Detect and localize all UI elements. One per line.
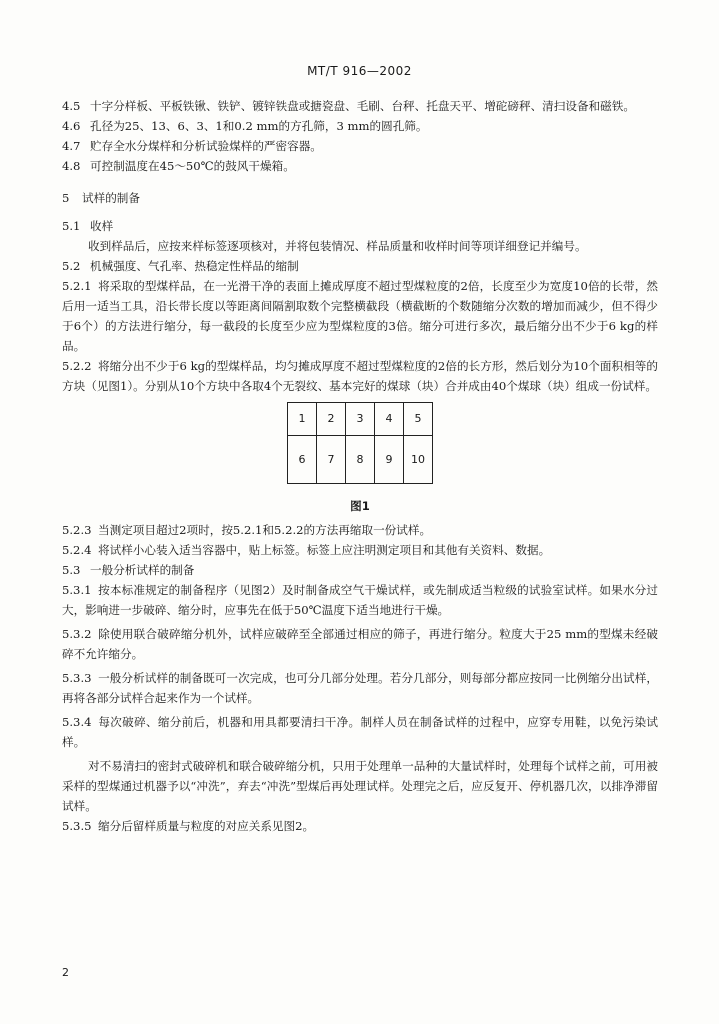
clause-5-2-3 [62,520,658,540]
clause-5-1-heading [62,216,658,236]
grid-cell: 7 [317,436,346,484]
clause-number: 4.5 [62,99,81,113]
clause-number: 4.7 [62,139,81,153]
clause-text: 当测定项目超过2项时，按5.2.1和5.2.2的方法再缩取一份试样。 [98,523,432,537]
page-number: 2 [62,966,69,979]
clause-title: 机械强度、气孔率、热稳定性样品的缩制 [90,259,299,273]
grid-cell: 3 [346,403,375,436]
clause-text: 按本标准规定的制备程序（见图2）及时制备成空气干燥试样，或先制成适当粒级的试验室试样。如果水分过大，影响进一步破碎、缩分时，应事先在低于50℃温度下适当地进行干燥。 [62,583,658,617]
page-content [62,96,658,836]
clause-text: 可控制温度在45～50℃的鼓风干燥箱。 [90,159,295,173]
clause-4-5 [62,96,658,116]
section-number: 5 [62,191,70,205]
clause-5-3-1 [62,580,658,620]
clause-text: 贮存全水分煤样和分析试验煤样的严密容器。 [90,139,322,153]
clause-text: 十字分样板、平板铁锹、铁铲、镀锌铁盘或搪瓷盘、毛刷、台秤、托盘天平、增砣磅秤、清扫设备和磁铁。 [90,99,635,113]
clause-text: 每次破碎、缩分前后，机器和用具都要清扫干净。制样人员在制备试样的过程中，应穿专用鞋，以免污染试样。 [62,715,658,749]
clause-4-8 [62,156,658,176]
clause-5-3-heading [62,560,658,580]
clause-5-2-heading [62,256,658,276]
grid-cell: 2 [317,403,346,436]
clause-text: 一般分析试样的制备既可一次完成，也可分几部分处理。若分几部分，则每部分都应按同一比例缩分出试样，再将各部分试样合起来作为一个试样。 [62,671,658,705]
clause-number: 5.3.5 [62,819,92,833]
clause-5-3-5 [62,816,658,836]
figure-1-caption: 图1 [350,499,370,513]
page-header: MT/T 916—2002 [307,64,412,78]
clause-number: 4.8 [62,159,81,173]
grid-cell: 10 [404,436,433,484]
clause-number: 5.1 [62,219,81,233]
figure-1-grid [287,402,433,484]
clause-number: 5.3 [62,563,81,577]
clause-text: 孔径为25、13、6、3、1和0.2 mm的方孔筛，3 mm的圆孔筛。 [90,119,428,133]
clause-5-2-1 [62,276,658,356]
clause-text: 除使用联合破碎缩分机外，试样应破碎至全部通过相应的筛子，再进行缩分。粒度大于25 mm的型煤未经破碎不允许缩分。 [62,627,658,661]
clause-4-6 [62,116,658,136]
clause-5-3-3 [62,668,658,708]
clause-number: 5.3.4 [62,715,92,729]
grid-cell: 6 [288,436,317,484]
clause-5-3-4-para2: 对不易清扫的密封式破碎机和联合破碎缩分机，只用于处理单一品种的大量试样时，处理每个试样之前，可用被采样的型煤通过机器予以“冲洗”，弃去“冲洗”型煤后再处理试样。处理完之后，应反复开、停机器几次，以排净滞留试样。 [62,759,658,813]
clause-number: 4.6 [62,119,81,133]
clause-number: 5.3.1 [62,583,92,597]
clause-number: 5.2.1 [62,279,92,293]
clause-5-2-4 [62,540,658,560]
clause-number: 5.2.2 [62,359,92,373]
clause-5-3-2 [62,624,658,664]
grid-cell: 9 [375,436,404,484]
grid-cell: 4 [375,403,404,436]
clause-number: 5.3.2 [62,627,92,641]
clause-number: 5.3.3 [62,671,92,685]
section-5-heading [62,188,658,208]
clause-text: 将缩分出不少于6 kg的型煤样品，均匀摊成厚度不超过型煤粒度的2倍的长方形，然后划分为10个面积相等的方块（见图1）。分别从10个方块中各取4个无裂纹、基本完好的煤球（块）合并成由40个煤球（块）组成一份试样。 [62,359,658,393]
grid-cell: 1 [288,403,317,436]
section-title: 试样的制备 [82,191,140,205]
clause-title: 一般分析试样的制备 [90,563,195,577]
clause-4-7 [62,136,658,156]
clause-number: 5.2 [62,259,81,273]
grid-cell: 5 [404,403,433,436]
clause-5-1-text: 收到样品后，应按来样标签逐项核对，并将包装情况、样品质量和收样时间等项详细登记并编号。 [88,239,587,253]
clause-title: 收样 [90,219,114,233]
clause-5-3-4 [62,712,658,752]
clause-text: 将采取的型煤样品，在一光滑干净的表面上摊成厚度不超过型煤粒度的2倍，长度至少为宽度10倍的长带，然后用一适当工具，沿长带长度以等距离间隔割取数个完整横截段（横截断的个数随缩分次数的增加而减少，但不得少于6个）的方法进行缩分，每一截段的长度至少应为型煤粒度的3倍。缩分可进行多次，最后缩分出不少于6 kg的样品。 [62,279,658,353]
clause-text: 将试样小心装入适当容器中，贴上标签。标签上应注明测定项目和其他有关资料、数据。 [98,543,551,557]
clause-5-2-2 [62,356,658,396]
clause-number: 5.2.3 [62,523,92,537]
grid-cell: 8 [346,436,375,484]
clause-number: 5.2.4 [62,543,92,557]
clause-text: 缩分后留样质量与粒度的对应关系见图2。 [98,819,315,833]
